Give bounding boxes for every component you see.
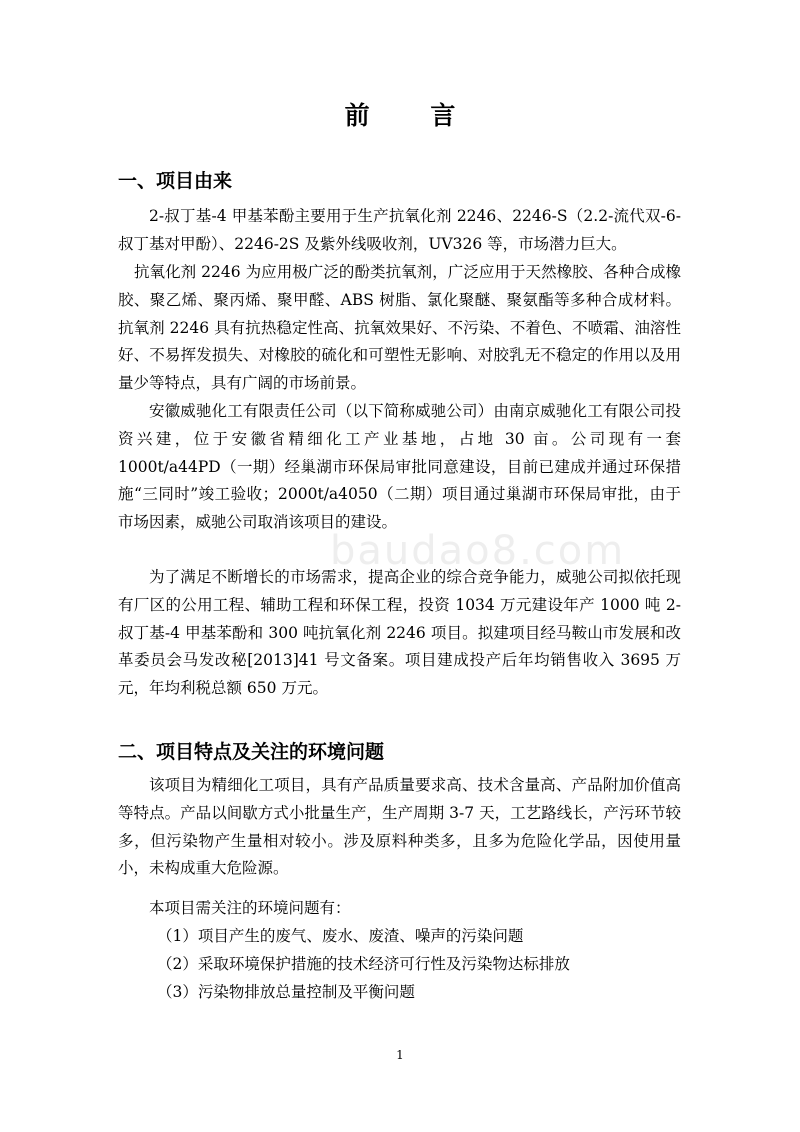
paragraph: 安徽威驰化工有限责任公司（以下简称威驰公司）由南京威驰化工有限公司投资兴建，位于安徽省精细化工产业基地，占地 30 亩。公司现有一套 1000t/a44PD（一期）经巢湖市环保局审批同意建设，目前已建成并通过环保措施“三同时”竣工验收；2000t/a4050（二期）项目通过巢湖市环保局审批，由于市场因素，威驰公司取消该项目的建设。 bbox=[118, 402, 681, 532]
section-heading-features: 二、项目特点及关注的环境问题 bbox=[118, 741, 385, 763]
watermark: baudao8.com bbox=[330, 528, 626, 574]
list-item: （2）采取环境保护措施的技术经济可行性及污染物达标排放 bbox=[157, 955, 570, 973]
page-number: 1 bbox=[396, 1048, 404, 1062]
list-intro: 本项目需关注的环境问题有： bbox=[149, 899, 351, 917]
paragraph: 为了满足不断增长的市场需求，提高企业的综合竞争能力，威驰公司拟依托现有厂区的公用工程、辅助工程和环保工程，投资 1034 万元建设年产 1000 吨 2-叔丁基-4 甲基苯酚和 300 吨抗氧化剂 2246 项目。拟建项目经马鞍山市发展和改革委员会马发改秘[2013]41 号文备案。项目建成投产后年均销售收入 3695 万元，年均利税总额 650 万元。 bbox=[118, 568, 681, 698]
list-item: （3）污染物排放总量控制及平衡问题 bbox=[157, 983, 415, 1001]
list-item: （1）项目产生的废气、废水、废渣、噪声的污染问题 bbox=[157, 927, 524, 945]
page-title: 前 言 bbox=[344, 101, 482, 130]
paragraph: 抗氧化剂 2246 为应用极广泛的酚类抗氧剂，广泛应用于天然橡胶、各种合成橡胶、聚乙烯、聚丙烯、聚甲醛、ABS 树脂、氯化聚醚、聚氨酯等多种合成材料。抗氧剂 2246 具有抗热稳定性高、抗氧效果好、不污染、不着色、不喷霜、油溶性好、不易挥发损失、对橡胶的硫化和可塑性无影响、对胶乳无不稳定的作用以及用量少等特点，具有广阔的市场前景。 bbox=[118, 263, 681, 393]
paragraph: 该项目为精细化工项目，具有产品质量要求高、技术含量高、产品附加价值高等特点。产品以间歇方式小批量生产，生产周期 3-7 天，工艺路线长，产污环节较多，但污染物产生量相对较小。涉及原料种类多，且多为危险化学品，因使用量小，未构成重大危险源。 bbox=[118, 776, 681, 878]
paragraph: 2-叔丁基-4 甲基苯酚主要用于生产抗氧化剂 2246、2246-S（2.2-流代双-6-叔丁基对甲酚）、2246-2S 及紫外线吸收剂，UV326 等，市场潜力巨大。 bbox=[118, 207, 681, 253]
section-heading-origin: 一、项目由来 bbox=[118, 170, 233, 192]
